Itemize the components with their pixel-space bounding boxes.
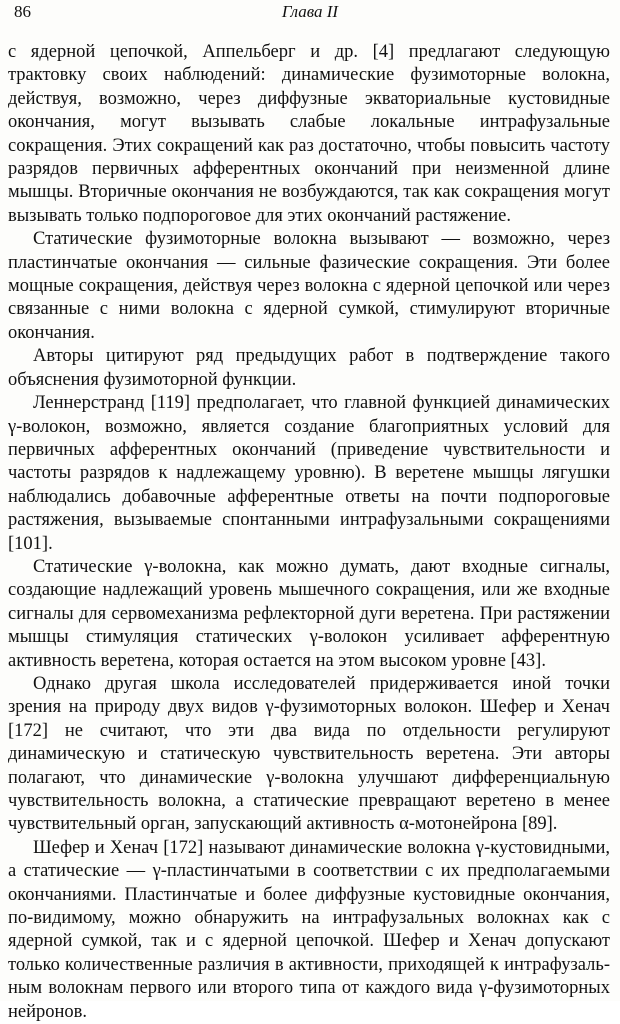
paragraph: Статические фузимоторные волокна вызывают — возможно, через пластинчатые окончания — сильные фазические сокращения. Эти более мощные сокращения, действуя через волокна с ядерной цепочкой или через связанные с ними волокна с ядерной сумкой, стимулируют вторичные окончания.	[8, 229, 610, 343]
chapter-title: Глава II	[281, 2, 339, 21]
page-number: 86	[14, 2, 31, 21]
paragraph: Однако другая школа исследователей придерживается иной точки зрения на природу двух видов γ-фузимоторных волокон. Шефер и Хенач [172] не считают, что эти два вида по отдельности регулируют динамическую и статическую чувствительность веретена. Эти авторы полагают, что динамические γ-волокна улучшают дифференциальную чувствительность волокна, а статические превращают веретено в менее чувствительный орган, запускающий активность α-мотонейрона [89].	[8, 673, 610, 835]
paragraph: Статические γ-волокна, как можно думать, дают входные сигналы, создающие надлежащий уровень мышечного сокращения, или же входные сигналы для сервомеханизма рефлекторной дуги веретена. При растяжении мышцы стимуляция статических γ-волокон усиливает афферентную активность веретена, которая остается на этом высоком уровне [43].	[8, 556, 610, 671]
body-text	[8, 41, 610, 1022]
paragraph: с ядерной цепочкой, Аппельберг и др. [4] предлагают следующую трактовку своих наблюдений: динамические фузимоторные волокна, действуя, возможно, через диффузные экваториальные кустовидные окончания, могут вызывать слабые локальные интрафузальные сокращения. Этих сокращений как раз достаточно, чтобы повысить частоту разрядов первичных афферентных окончаний при неизменной длине мышцы. Вторичные окончания не возбуждаются, так как сокращения могут вызывать только подпороговое для этих окончаний растяжение.	[8, 42, 610, 226]
paragraph: Леннерстранд [119] предполагает, что главной функцией динамических γ-волокон, возможно, является создание благоприятных условий для первичных афферентных окончаний (приведение чувствительности и частоты разрядов к надлежащему уровню). В веретене мышцы лягушки наблюдались добавочные афферентные ответы на почти подпороговые растяжения, вызываемые спонтанными интрафузальными сокращениями [101].	[8, 393, 610, 554]
paragraph: Авторы цитируют ряд предыдущих работ в подтверждение такого объяснения фузимоторной функции.	[8, 346, 610, 390]
paragraph: Шефер и Хенач [172] называют динамические волокна γ-кустовидными, а статические — γ-пластинчатыми в соответствии с их предполагаемыми окончаниями. Пластинчатые и более диффузные кустовидные окончания, по-видимому, можно обнаружить на интрафузальных волокнах как с ядерной сумкой, так и с ядерной цепочкой. Шефер и Хенач допускают только количественные различия в активности, приходящей к интрафузальным волокнам первого или второго типа от каждого вида γ-фузимоторных нейронов.	[8, 837, 610, 1022]
running-head	[10, 2, 610, 28]
